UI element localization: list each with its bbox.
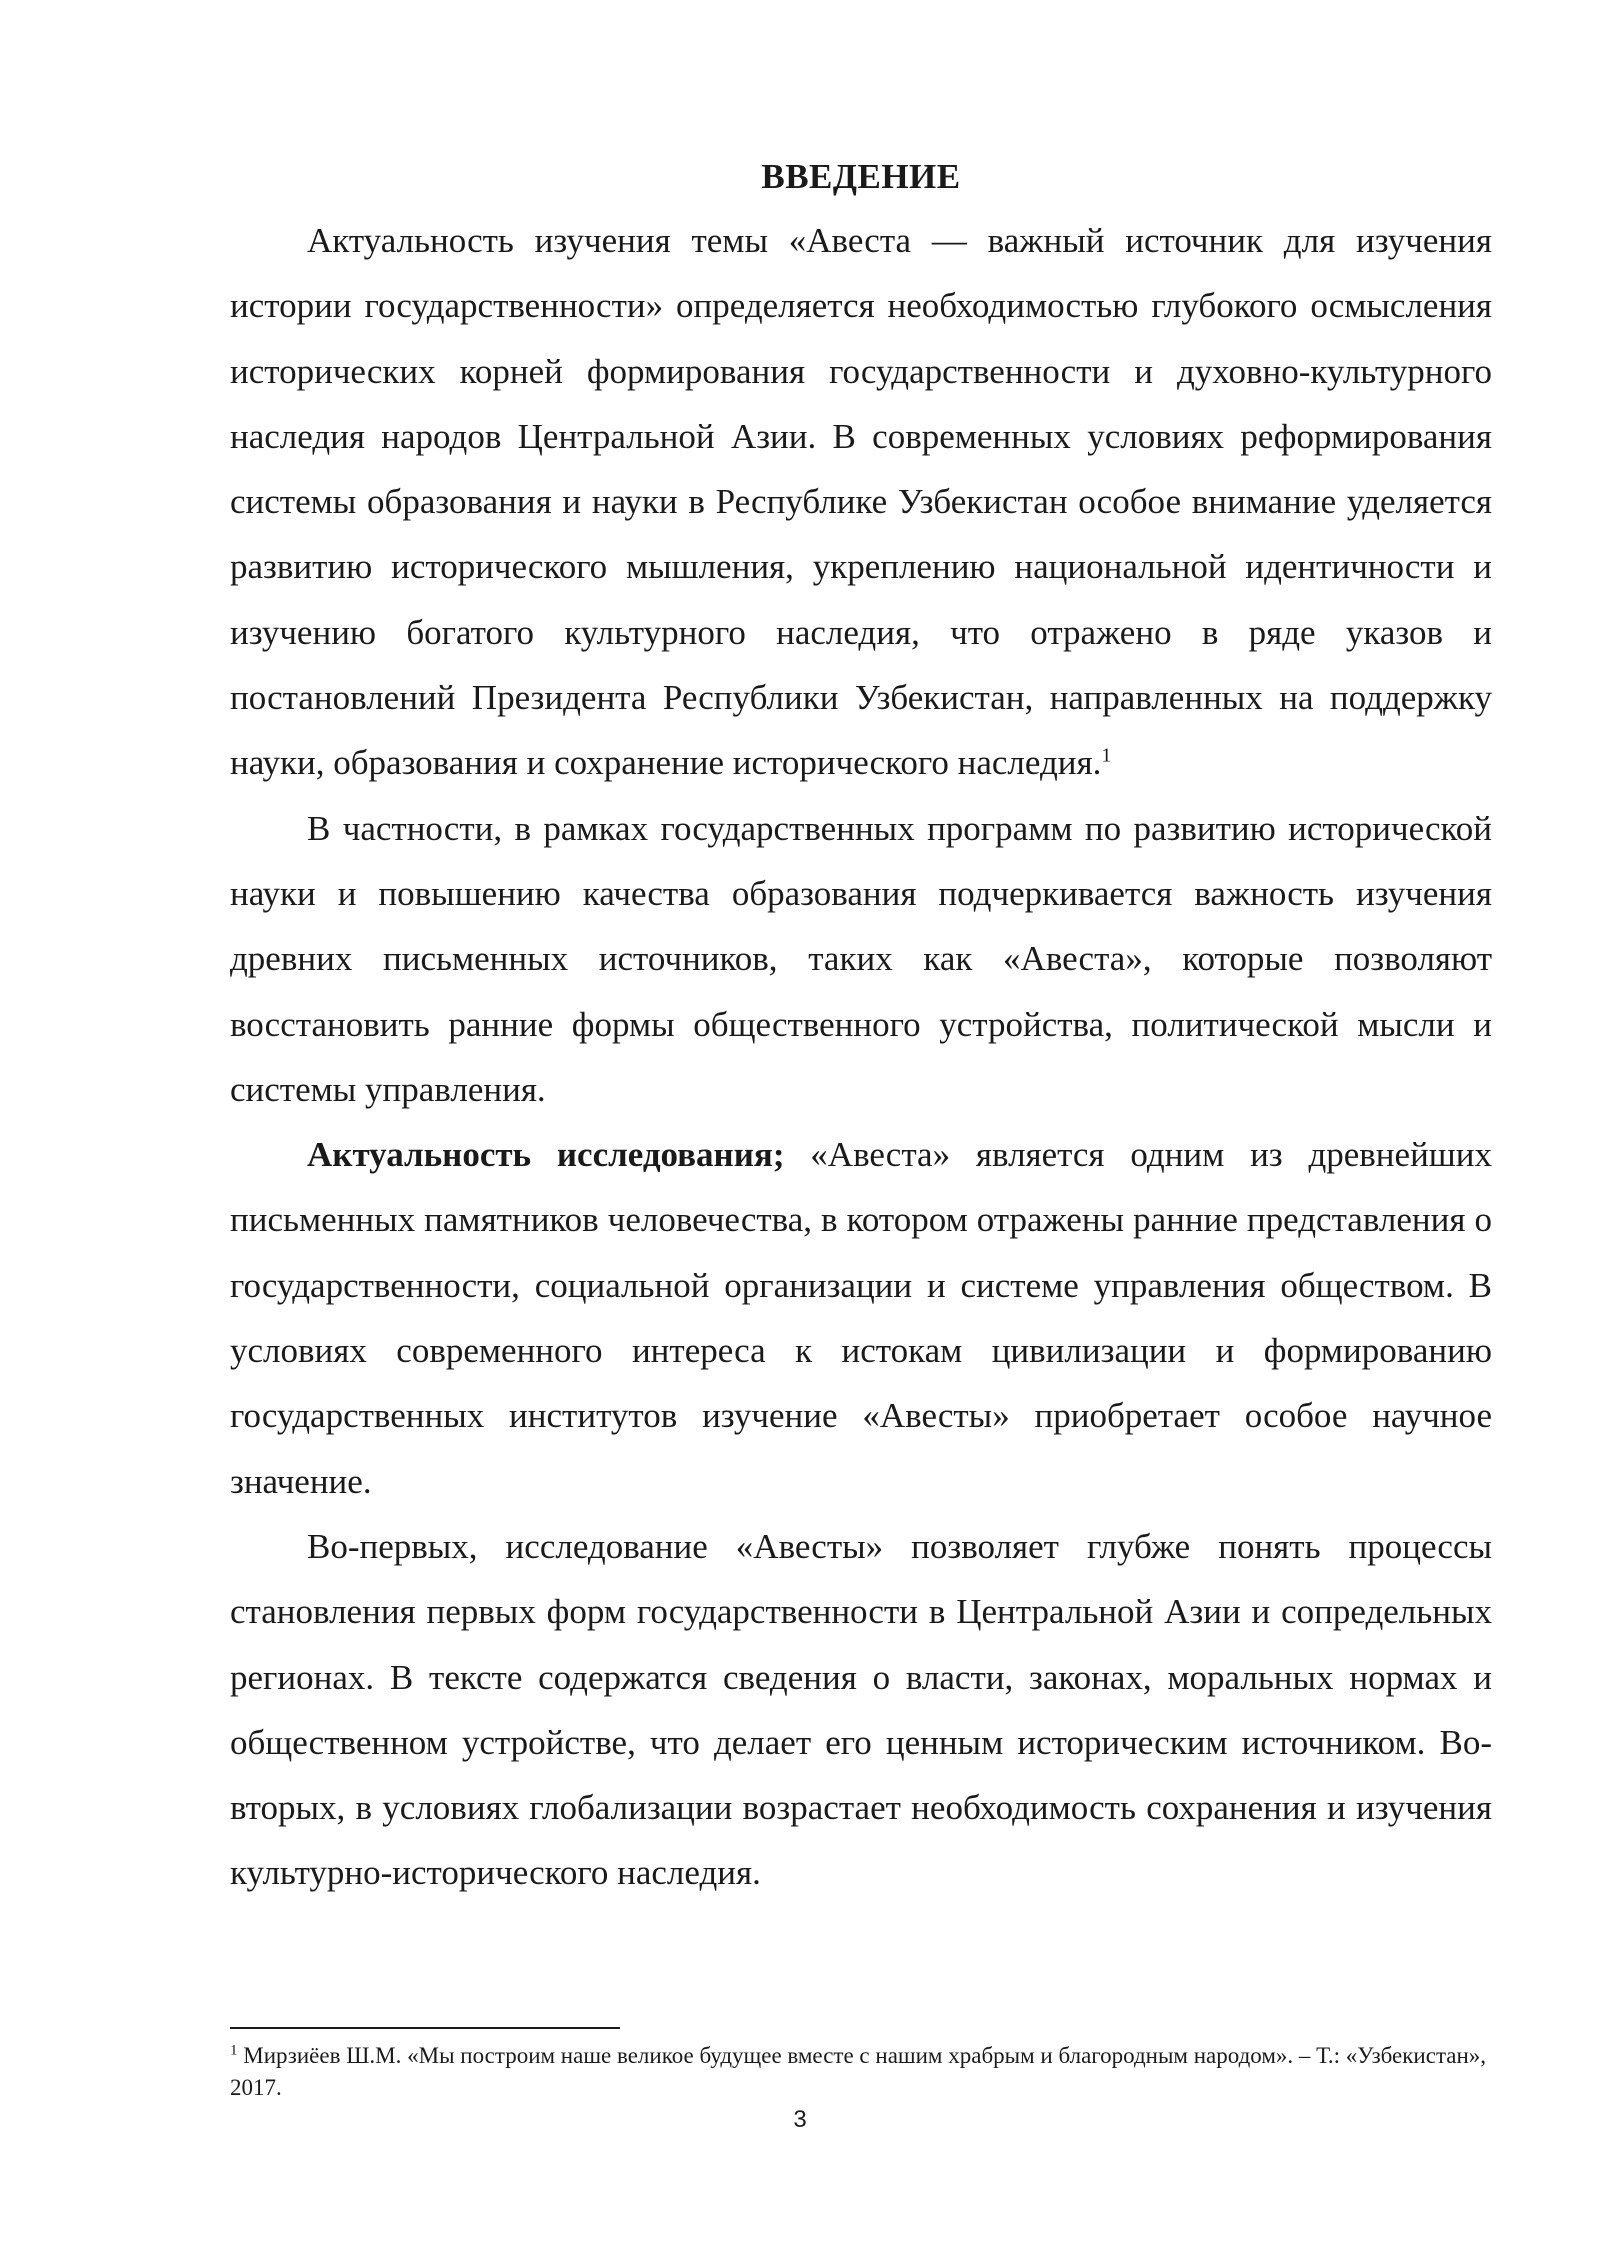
- paragraph-3: [230, 1122, 1492, 1514]
- paragraph-2-text: В частности, в рамках государственных программ по развитию исторической науки и повышению качества образования подчеркивается важность изучения древних письменных источников, таких как «Авеста», которые позволяют восстановить ранние формы общественного устройства, политической мысли и системы управления.: [230, 808, 1492, 1109]
- page-heading: ВВЕДЕНИЕ: [761, 157, 961, 196]
- footnote-reference[interactable]: 1: [1101, 744, 1112, 767]
- paragraph-1: [230, 208, 1492, 796]
- paragraph-1-text: Актуальность изучения темы «Авеста — важный источник для изучения истории государственности» определяется необходимостью глубокого осмысления исторических корней формирования государственности и духовно-культурного наследия народов Центральной Азии. В современных условиях реформирования системы образования и науки в Республике Узбекистан особое внимание уделяется развитию исторического мышления, укреплению национальной идентичности и изучению богатого культурного наследия, что отражено в ряде указов и постановлений Президента Республики Узбекистан, направленных на поддержку науки, образования и сохранение исторического наследия.: [230, 221, 1492, 783]
- paragraph-4: [230, 1514, 1492, 1906]
- paragraph-3-text: «Авеста» является одним из древнейших письменных памятников человечества, в котором отражены ранние представления о государственности, социальной организации и системе управления обществом. В условиях современного интереса к истокам цивилизации и формированию государственных институтов изучение «Авесты» приобретает особое научное значение.: [230, 1135, 1492, 1501]
- footnote: [230, 2040, 1520, 2104]
- page-number: 3: [793, 2106, 807, 2133]
- main-content: [230, 150, 1492, 1906]
- footnote-separator: [230, 2027, 620, 2029]
- paragraph-2: [230, 796, 1492, 1122]
- paragraph-4-text: Во-первых, исследование «Авесты» позволяет глубже понять процессы становления первых форм государственности в Центральной Азии и сопредельных регионах. В тексте содержатся сведения о власти, законах, моральных нормах и общественном устройстве, что делает его ценным историческим источником. Во-вторых, в условиях глобализации возрастает необходимость сохранения и изучения культурно-исторического наследия.: [230, 1526, 1492, 1893]
- footnote-text: Мирзиёев Ш.М. «Мы построим наше великое будущее вместе с нашим храбрым и благородным народом». – Т.: «Узбекистан», 2017.: [230, 2043, 1487, 2100]
- footnote-number: 1: [230, 2042, 238, 2059]
- paragraph-3-bold-lead: Актуальность исследования;: [307, 1135, 785, 1175]
